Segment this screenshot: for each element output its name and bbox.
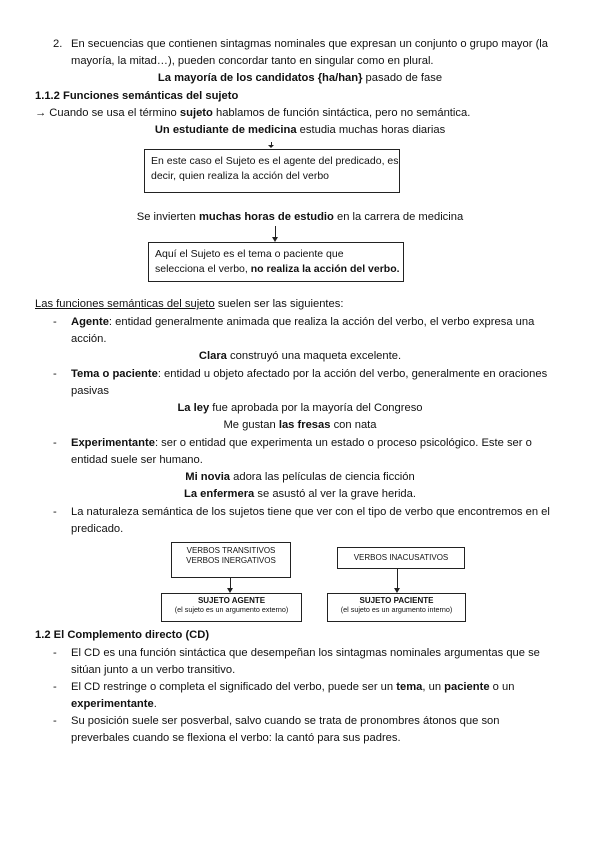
cd-item1-line2: sitúan junto a un verbo transitivo. bbox=[71, 664, 236, 676]
cd-item3-line2: preverbales cuando se flexiona el verbo: la cantó para sus padres. bbox=[71, 732, 401, 744]
functions-intro: Las funciones semánticas del sujeto suelen ser las siguientes: bbox=[35, 298, 344, 310]
dash-experimentante: - bbox=[53, 437, 57, 449]
item-nature-line1: La naturaleza semántica de los sujetos tiene que ver con el tipo de verbo que encontremos en el bbox=[71, 506, 550, 518]
cd-item2-line1: El CD restringe o completa el significado del verbo, puede ser un tema, un paciente o un bbox=[71, 681, 515, 693]
dash-agente: - bbox=[53, 316, 57, 328]
cd-item3-line1: Su posición suele ser posverbal, salvo cuando se trata de pronombres átonos que son bbox=[71, 715, 500, 727]
diagram-box-sujeto-agente: SUJETO AGENTE (el sujeto es un argumento externo) bbox=[161, 593, 302, 622]
item-agente-line1: Agente: entidad generalmente animada que realiza la acción del verbo, el verbo expresa una bbox=[71, 316, 535, 328]
section-112-title: 1.1.2 Funciones semánticas del sujeto bbox=[35, 90, 239, 102]
example-enfermera: La enfermera se asustó al ver la grave herida. bbox=[184, 488, 416, 500]
list-number: 2. bbox=[53, 38, 63, 50]
dash-cd-2: - bbox=[53, 681, 57, 693]
dash-nature: - bbox=[53, 506, 57, 518]
item-exp-line1: Experimentante: ser o entidad que experimenta un estado o proceso psicológico. Este ser o bbox=[71, 437, 532, 449]
explanation-box-patient: Aquí el Sujeto es el tema o paciente que selecciona el verbo, no realiza la acción del verbo. bbox=[148, 242, 404, 282]
example-estudiante: Un estudiante de medicina estudia muchas horas diarias bbox=[154, 124, 446, 136]
cd-item1-line1: El CD es una función sintáctica que desempeñan los sintagmas nominales argumentas que se bbox=[71, 647, 540, 659]
explanation-box-agent: En este caso el Sujeto es el agente del predicado, es decir, quien realiza la acción del verbo bbox=[144, 149, 400, 193]
item-nature-line2: predicado. bbox=[71, 523, 124, 535]
example-mayoria: La mayoría de los candidatos {ha/han} pasado de fase bbox=[157, 72, 443, 84]
section-112-intro: → Cuando se usa el término sujeto hablamos de función sintáctica, pero no semántica. bbox=[35, 107, 471, 119]
cd-item2-line2: experimentante. bbox=[71, 698, 157, 710]
dash-cd-1: - bbox=[53, 647, 57, 659]
diagram-box-verbos-inacusativos: VERBOS INACUSATIVOS bbox=[337, 547, 465, 569]
example-invierten: Se invierten muchas horas de estudio en la carrera de medicina bbox=[136, 211, 464, 223]
list-item-2-line1: En secuencias que contienen sintagmas nominales que expresan un conjunto o grupo mayor (la bbox=[71, 38, 549, 50]
example-novia: Mi novia adora las películas de ciencia ficción bbox=[185, 471, 415, 483]
item-tema-line1: Tema o paciente: entidad u objeto afectado por la acción del verbo, generalmente en oraciones bbox=[71, 368, 548, 380]
item-agente-line2: acción. bbox=[71, 333, 107, 345]
section-12-title: 1.2 El Complemento directo (CD) bbox=[35, 629, 210, 641]
dash-cd-3: - bbox=[53, 715, 57, 727]
item-exp-line2: entidad suele ser humano. bbox=[71, 454, 203, 466]
example-ley: La ley fue aprobada por la mayoría del Congreso bbox=[177, 402, 423, 414]
dash-tema: - bbox=[53, 368, 57, 380]
diagram-box-verbos-transitivos: VERBOS TRANSITIVOS VERBOS INERGATIVOS bbox=[171, 542, 291, 578]
list-item-2-line2: mayoría, la mitad…), pueden concordar tanto en singular como en plural. bbox=[71, 55, 434, 67]
diagram-box-sujeto-paciente: SUJETO PACIENTE (el sujeto es un argumento interno) bbox=[327, 593, 466, 622]
arrow-head-1 bbox=[268, 145, 274, 148]
example-fresas: Me gustan las fresas con nata bbox=[223, 419, 377, 431]
example-clara: Clara construyó una maqueta excelente. bbox=[198, 350, 402, 362]
diagram-arrow-line-right bbox=[397, 569, 398, 589]
item-tema-line2: pasivas bbox=[71, 385, 109, 397]
